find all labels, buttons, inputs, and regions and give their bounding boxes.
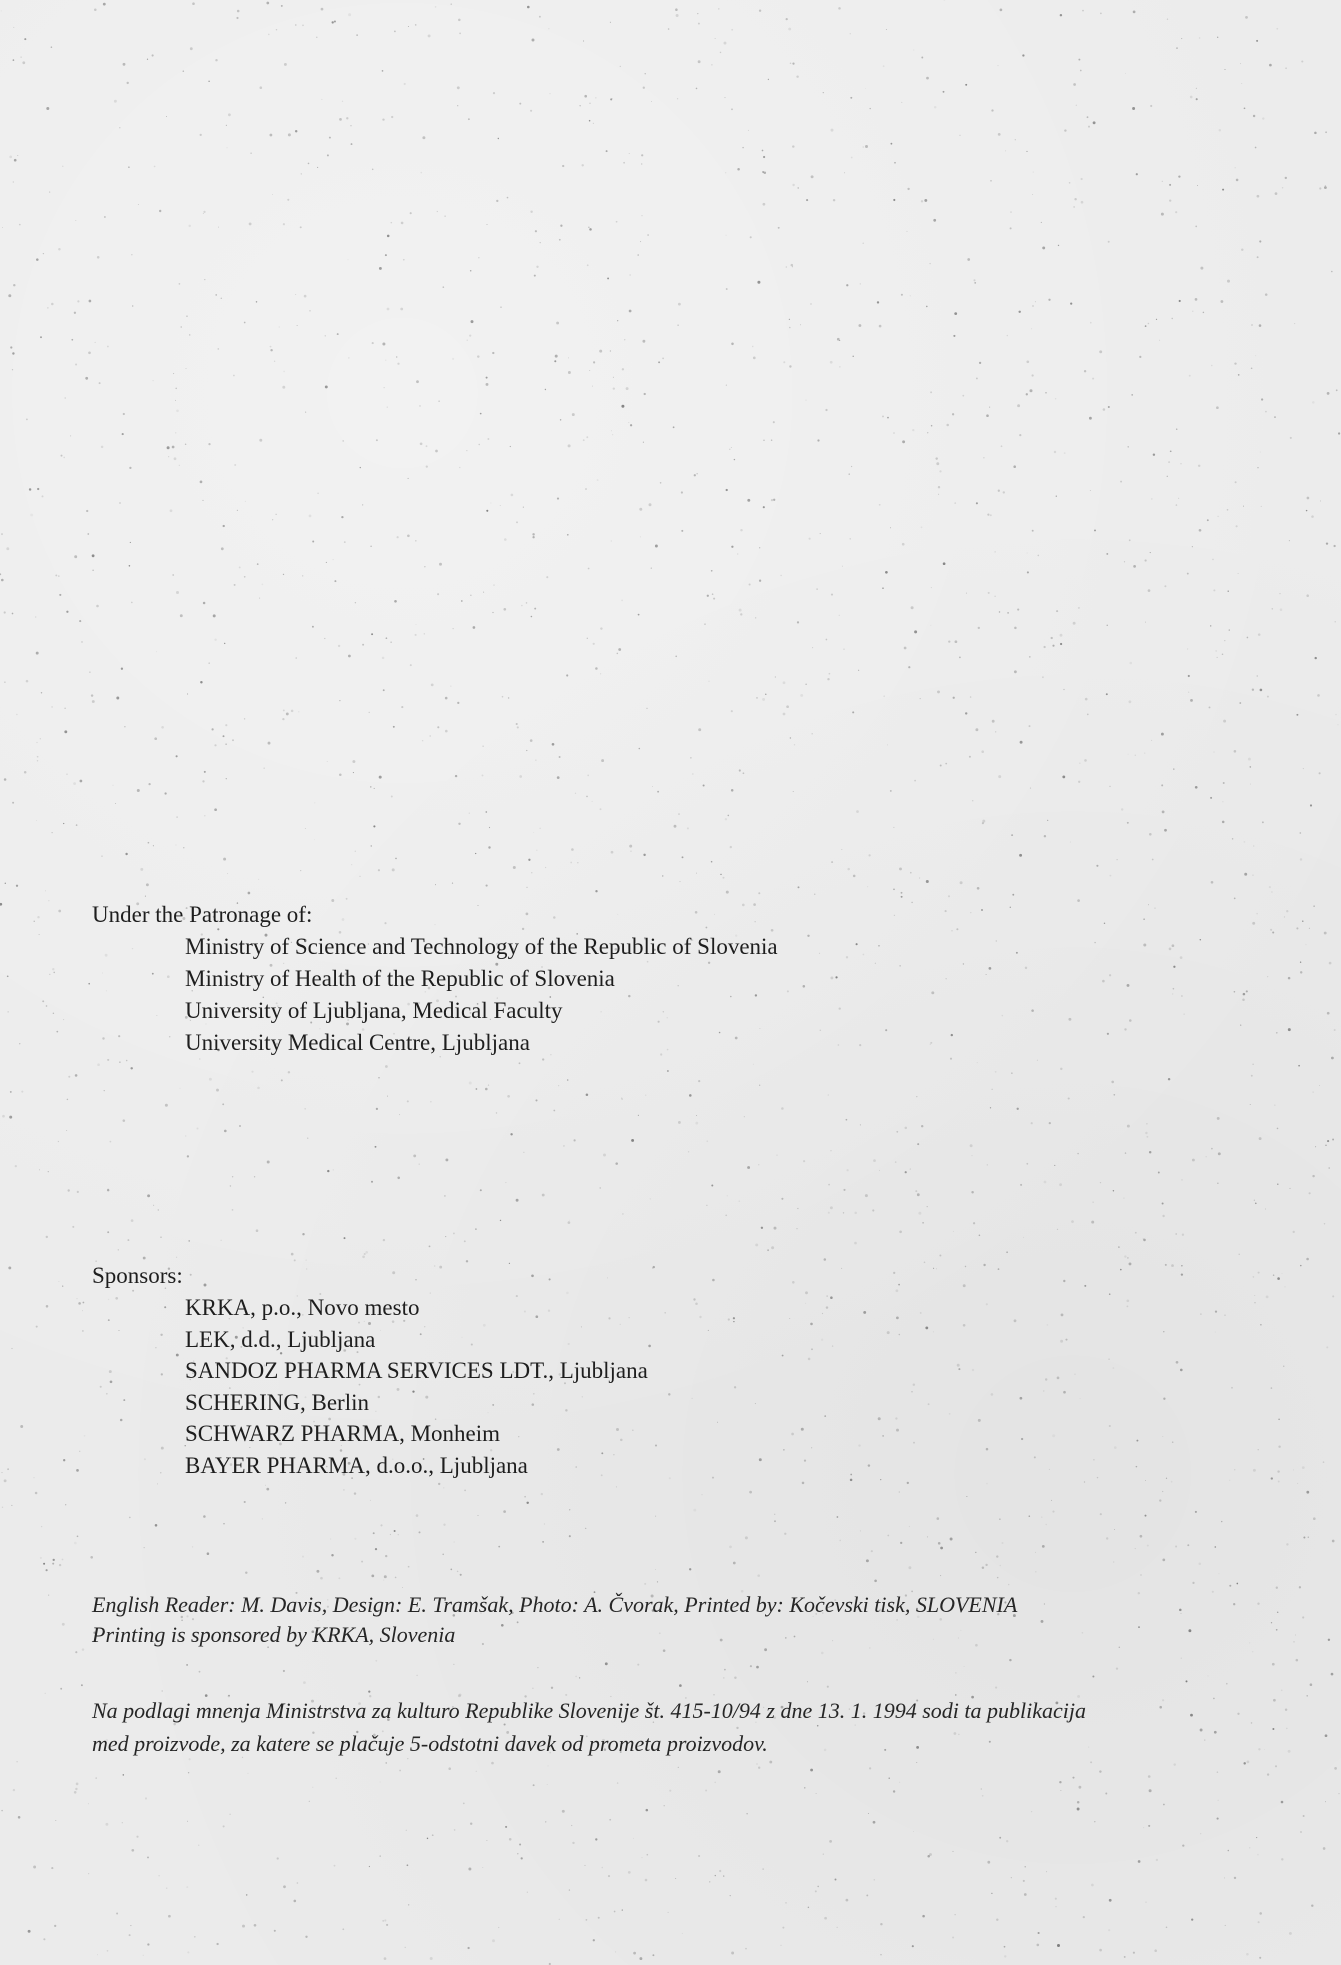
sponsors-list <box>92 1292 648 1481</box>
sponsor-item: SCHWARZ PHARMA, Monheim <box>185 1421 501 1446</box>
patronage-section <box>92 899 778 1059</box>
sponsors-heading: Sponsors: <box>92 1263 183 1288</box>
patronage-item: University Medical Centre, Ljubljana <box>185 1030 530 1055</box>
credits <box>92 1590 1017 1650</box>
credits-line: English Reader: M. Davis, Design: E. Tramšak, Photo: A. Čvorak, Printed by: Kočevski tisk, SLOVENIA <box>92 1592 1018 1617</box>
sponsor-item: LEK, d.d., Ljubljana <box>185 1326 376 1352</box>
patronage-item: University of Ljubljana, Medical Faculty <box>185 998 563 1023</box>
patronage-item: Ministry of Health of the Republic of Slovenia <box>185 966 615 991</box>
tax-note-line: Na podlagi mnenja Ministrstva za kulturo Republike Slovenije št. 415-10/94 z dne 13. 1. 1994 sodi ta publikacija <box>92 1698 1086 1723</box>
patronage-list <box>92 931 778 1059</box>
sponsor-item: KRKA, p.o., Novo mesto <box>185 1295 420 1320</box>
tax-note-line: med proizvode, za katere se plačuje 5-odstotni davek od prometa proizvodov. <box>92 1731 768 1756</box>
printing-sponsor-line: Printing is sponsored by KRKA, Slovenia <box>92 1622 456 1647</box>
tax-note <box>92 1694 1332 1760</box>
sponsor-item: BAYER PHARMA, d.o.o., Ljubljana <box>185 1452 528 1478</box>
sponsor-item: SANDOZ PHARMA SERVICES LDT., Ljubljana <box>185 1358 648 1383</box>
sponsors-section <box>92 1260 648 1481</box>
patronage-item: Ministry of Science and Technology of the Republic of Slovenia <box>185 934 778 959</box>
patronage-heading: Under the Patronage of: <box>92 902 313 927</box>
sponsor-item: SCHERING, Berlin <box>185 1389 369 1415</box>
